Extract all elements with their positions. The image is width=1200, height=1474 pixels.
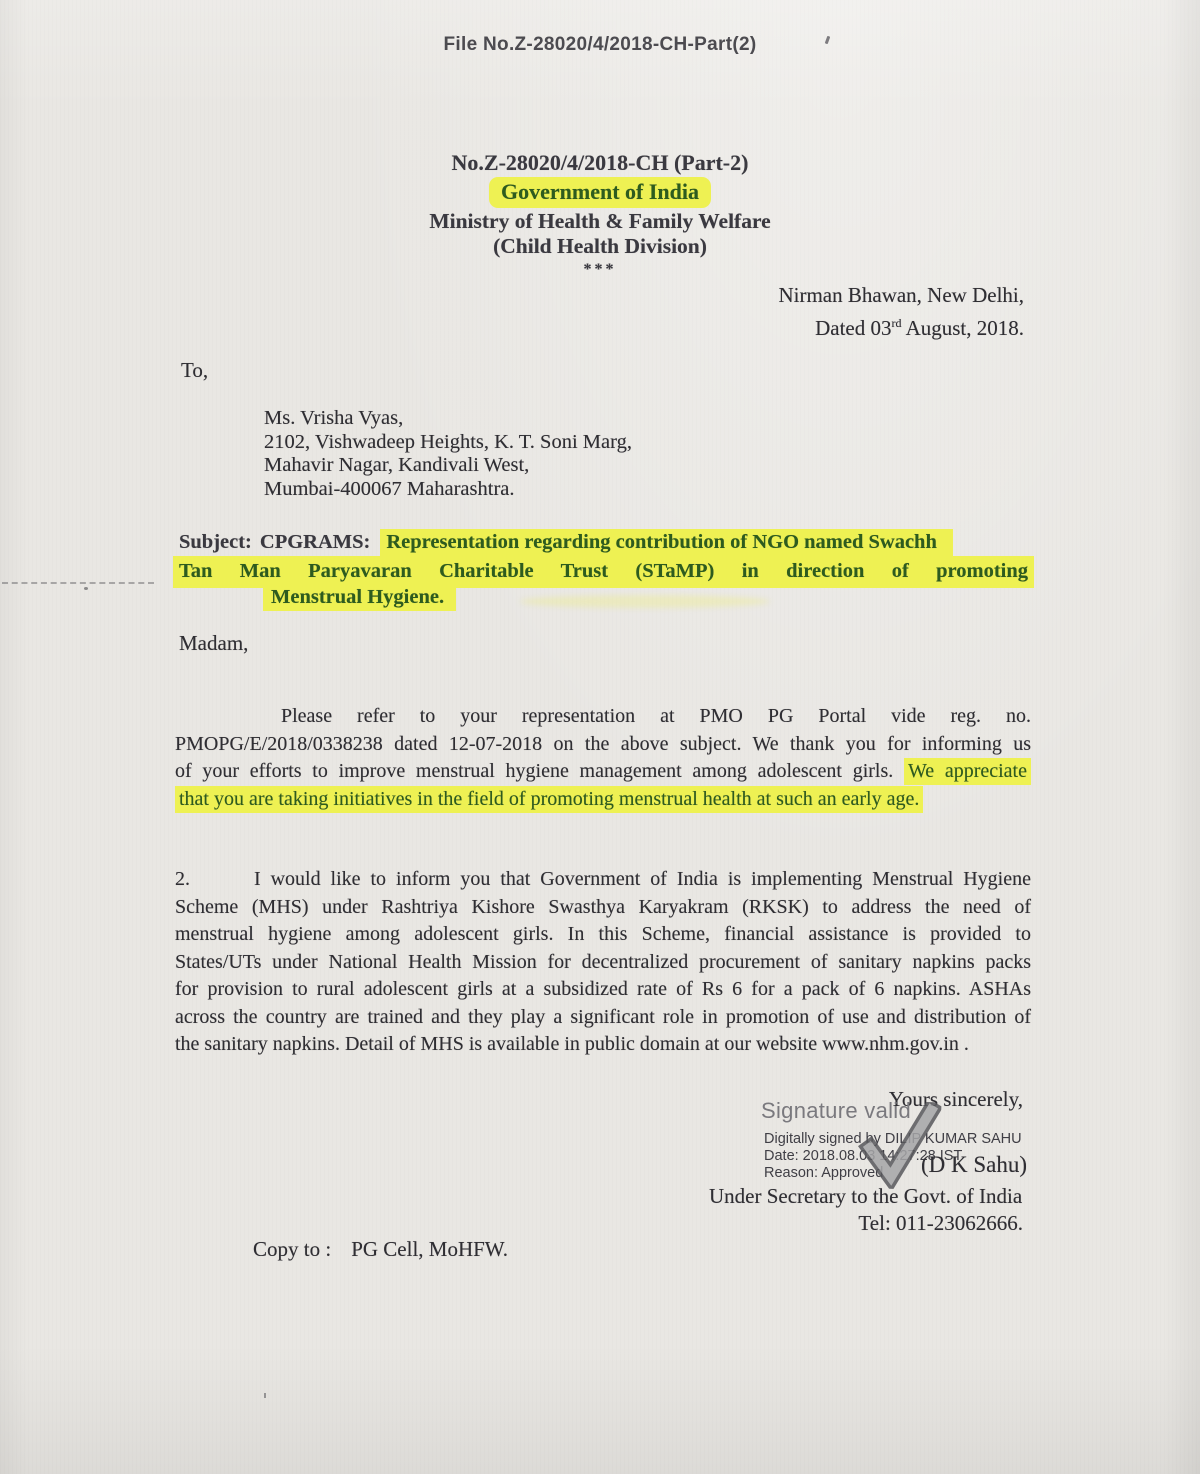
paragraph-1 (175, 703, 1031, 813)
pencil-dash-artifact (2, 582, 154, 584)
division-line: (Child Health Division) (493, 234, 707, 258)
para1-line-1: Please refer to your representation at PMO PG Portal vide reg. no. (281, 705, 1031, 727)
dateline (778, 281, 1024, 342)
date-text: Dated 03 (815, 316, 892, 340)
para1-line-2: PMOPG/E/2018/0338238 dated 12-07-2018 on the above subject. We thank you for informing us (175, 732, 1031, 755)
para1-highlight-end: that you are taking initiatives in the field of promoting menstrual health at such an early age. (175, 786, 923, 813)
recipient-address (264, 407, 632, 501)
ministry-line: Ministry of Health & Family Welfare (429, 209, 771, 233)
cpgrams-tag: CPGRAMS: (259, 531, 371, 553)
digitally-signed-by-line: Digitally signed by DILIP KUMAR SAHU (764, 1131, 1022, 1147)
signature-date-line: Date: 2018.08.03 14:27:28 IST (764, 1148, 963, 1164)
para2-line-6: across the country are trained and they play a significant role in promotion of use and distribution of (175, 1005, 1031, 1028)
para2-line-4: States/UTs under National Health Mission for decentralized procurement of sanitary napkins packs (175, 950, 1031, 973)
recipient-address-line-1: 2102, Vishwadeep Heights, K. T. Soni Marg, (264, 430, 632, 453)
government-of-india-highlight: Government of India (489, 177, 711, 208)
para1-line-4 (175, 786, 1031, 814)
paragraph-2 (175, 866, 1031, 1059)
place-line: Nirman Bhawan, New Delhi, (778, 283, 1024, 307)
scan-speck-bottom (264, 1393, 266, 1398)
para2-line-3: menstrual hygiene among adolescent girls. In this Scheme, financial assistance is provided to (175, 923, 1031, 945)
copy-to-line (253, 1237, 508, 1262)
subject-label: Subject: (179, 531, 252, 553)
government-line (0, 177, 1200, 209)
signatory-name: (D K Sahu) (921, 1152, 1028, 1177)
subject-highlight-3: Menstrual Hygiene. (263, 584, 456, 611)
letterhead (0, 150, 1200, 278)
reference-number: No.Z-28020/4/2018-CH (Part-2) (451, 150, 749, 175)
recipient-address-line-3: Mumbai-400067 Maharashtra. (264, 477, 515, 500)
para1-line-3-text: of your efforts to improve menstrual hygiene management among adolescent girls. (175, 760, 904, 782)
closing: Yours sincerely, (888, 1087, 1023, 1111)
para2-line-7: the sanitary napkins. Detail of MHS is available in public domain at our website www.nhm.gov.in . (175, 1033, 969, 1055)
salutation: Madam, (179, 631, 249, 655)
signature-reason-line: Reason: Approved (764, 1165, 884, 1181)
separator-stars: *** (583, 261, 617, 278)
para2-number: 2. (175, 868, 190, 890)
para2-line-1 (175, 866, 1031, 894)
copy-to-label: Copy to : (253, 1237, 332, 1261)
subject-highlight-1: Representation regarding contribution of NGO named Swachh (380, 529, 953, 556)
para1-line-3 (175, 758, 1031, 786)
para2-line-1-text: I would like to inform you that Government of India is implementing Menstrual Hygiene (254, 868, 1031, 890)
date-ordinal: rd (891, 316, 902, 330)
subject-line-1 (179, 529, 1030, 556)
recipient-address-line-2: Mahavir Nagar, Kandivali West, (264, 454, 530, 476)
copy-to-value: PG Cell, MoHFW. (351, 1237, 508, 1261)
signatory-designation: Under Secretary to the Govt. of India (709, 1184, 1023, 1208)
telephone-line: Tel: 011-23062666. (858, 1211, 1023, 1235)
to-label: To, (181, 358, 209, 382)
signature-valid-text: Signature valid (761, 1098, 912, 1123)
file-number-header: File No.Z-28020/4/2018-CH-Part(2) (443, 34, 757, 55)
subject-highlight-2: Tan Man Paryavaran Charitable Trust (STaMP) in direction of promoting (173, 556, 1034, 588)
date-line (778, 309, 1024, 342)
pencil-dot-artifact (84, 587, 88, 590)
date-text-suffix: August, 2018. (901, 316, 1024, 340)
subject-line-2 (179, 556, 1030, 583)
recipient-name: Ms. Vrisha Vyas, (264, 407, 404, 429)
para2-line-2: Scheme (MHS) under Rashtriya Kishore Swasthya Karyakram (RKSK) to address the need of (175, 895, 1031, 918)
para1-highlight-start: We appreciate (904, 758, 1031, 785)
highlighter-smudge (520, 595, 770, 608)
para2-line-5: for provision to rural adolescent girls at a subsidized rate of Rs 6 for a pack of 6 napkins. ASHAs (175, 978, 1031, 1000)
